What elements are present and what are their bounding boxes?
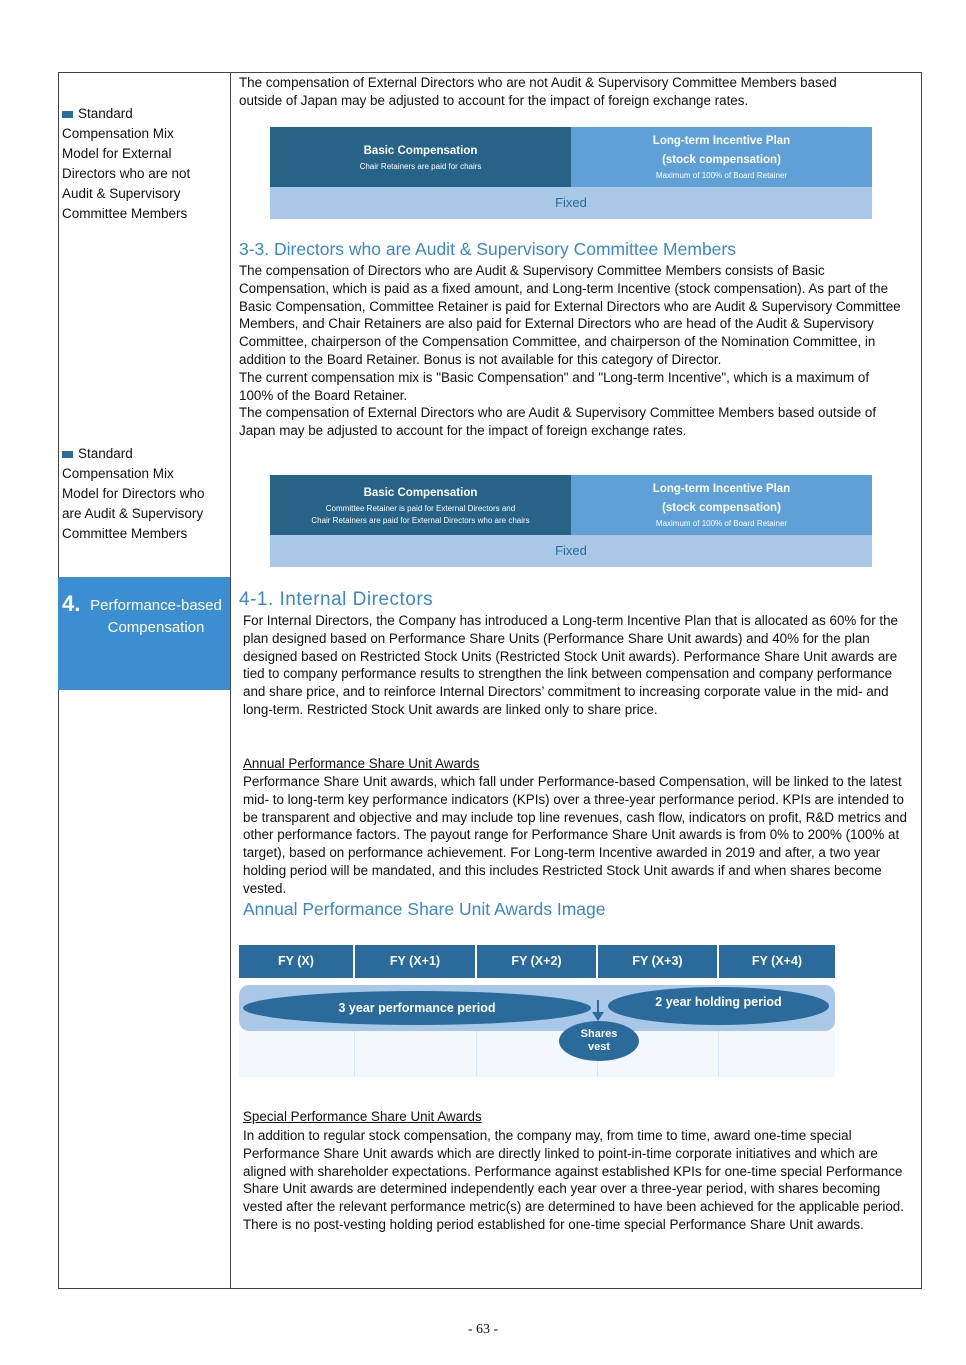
special-psu-body: In addition to regular stock compensation, the company may, from time to time, award one-time special Performance Share Unit awards which are directly linked to point-in-time corporate initiatives and which are aligned with shareholder expectations. Performance against established KPIs for one-time special Performance Share Unit awards are determined independently each year over a three-year period, with shares becoming vested after the relevant performance metric(s) are determined to have been achieved for the applicable period. There is no post-vesting holding period established for one-time special Performance Share Unit awards.: [243, 1128, 904, 1232]
section-41-body: For Internal Directors, the Company has introduced a Long-term Incentive Plan that is allocated as 60% for the plan designed based on Performance Share Units (Performance Share Unit awards) and 40% for the plan designed based on Restricted Stock Units (Restricted Stock Unit awards). Performance Share Unit awards are tied to company performance results to strengthen the link between compensation and company performance and share price, and to reinforce Internal Directors’ commitment to increasing corporate value in the mid- and long-term. Restricted Stock Unit awards are linked only to share price.: [243, 613, 898, 717]
section-33-heading: 3-3. Directors who are Audit & Supervisory Committee Members: [239, 239, 736, 259]
performance-period-ellipse: 3 year performance period: [243, 991, 591, 1025]
fixed-bar: Fixed: [270, 535, 872, 567]
fiscal-year-label: FY (X+4): [719, 945, 835, 978]
page-number: - 63 -: [467, 1322, 499, 1337]
sidebar-caption-audit: Standard Compensation Mix Model for Directors who are Audit & Supervisory Committee Members: [62, 446, 205, 541]
fiscal-year-label: FY (X+1): [355, 945, 477, 978]
compensation-mix-external: [270, 127, 872, 219]
fiscal-year-header: [239, 945, 835, 978]
bullet-square-icon: [62, 451, 73, 458]
annual-psu-image-heading: Annual Performance Share Unit Awards Image: [243, 899, 606, 919]
annual-psu-title: Annual Performance Share Unit Awards: [243, 756, 480, 771]
shares-vest-ellipse: Shares vest: [559, 1021, 639, 1061]
section-tab-performance: [58, 577, 230, 690]
intro-text: The compensation of External Directors who are not Audit & Supervisory Committee Members based outside of Japan may be adjusted to account for the impact of foreign exchange rates.: [239, 75, 837, 108]
column-divider: [230, 72, 231, 1289]
annual-psu-body: Performance Share Unit awards, which fall under Performance-based Compensation, will be linked to the latest mid- to long-term key performance indicators (KPIs) over a three-year performance period. KPIs are intended to be transparent and objective and may include top line revenues, cash flow, indicators on profit, R&D metrics and other performance factors. The payout range for Performance Share Unit awards is from 0% to 200% (100% at target), based on performance achievement. For Long-term Incentive awarded in 2019 and after, a two year holding period will be mandated, and this includes Restricted Stock Unit awards if and when shares become vested.: [243, 774, 907, 896]
sidebar-caption-external: Standard Compensation Mix Model for External Directors who are not Audit & Supervisory Committee Members: [62, 106, 191, 221]
section-41-heading: 4-1. Internal Directors: [239, 589, 434, 610]
basic-compensation-block: Basic Compensation Chair Retainers are paid for chairs: [270, 127, 571, 187]
ltip-block: Long-term Incentive Plan (stock compensation) Maximum of 100% of Board Retainer: [571, 475, 872, 535]
section-label: Performance-based Compensation: [90, 597, 222, 636]
vest-arrow-icon: [591, 1000, 605, 1022]
section-33-body: The compensation of Directors who are Audit & Supervisory Committee Members consists of Basic Compensation, which is paid as a fixed amount, and Long-term Incentive (stock compensation). As part of the Basic Compensation, Committee Retainer is paid for External Directors who are Audit & Supervisory Committee Members, and Chair Retainers are also paid for External Directors who are head of the Audit & Supervisory Committee, chairperson of the Compensation Committee, and chairperson of the Nomination Committee, in addition to the Board Retainer. Bonus is not available for this category of Director. The current compensation mix is "Basic Compensation" and "Long-term Incentive", which is a maximum of 100% of the Board Retainer. The compensation of External Directors who are Audit & Supervisory Committee Members based outside of Japan may be adjusted to account for the impact of foreign exchange rates.: [239, 263, 901, 439]
ltip-block: Long-term Incentive Plan (stock compensation) Maximum of 100% of Board Retainer: [571, 127, 872, 187]
timeline-grid: [239, 1031, 835, 1077]
section-number: 4.: [62, 591, 81, 616]
holding-period-ellipse: 2 year holding period: [608, 987, 829, 1025]
fiscal-year-label: FY (X+2): [477, 945, 598, 978]
fiscal-year-label: FY (X): [239, 945, 355, 978]
fixed-bar: Fixed: [270, 187, 872, 219]
psu-timeline-diagram: [239, 945, 835, 1077]
compensation-mix-audit: [270, 475, 872, 567]
basic-compensation-block: Basic Compensation Committee Retainer is paid for External Directors and Chair Retainers are paid for External Directors who are chairs: [270, 475, 571, 535]
bullet-square-icon: [62, 111, 73, 118]
fiscal-year-label: FY (X+3): [598, 945, 719, 978]
special-psu-title: Special Performance Share Unit Awards: [243, 1109, 482, 1124]
